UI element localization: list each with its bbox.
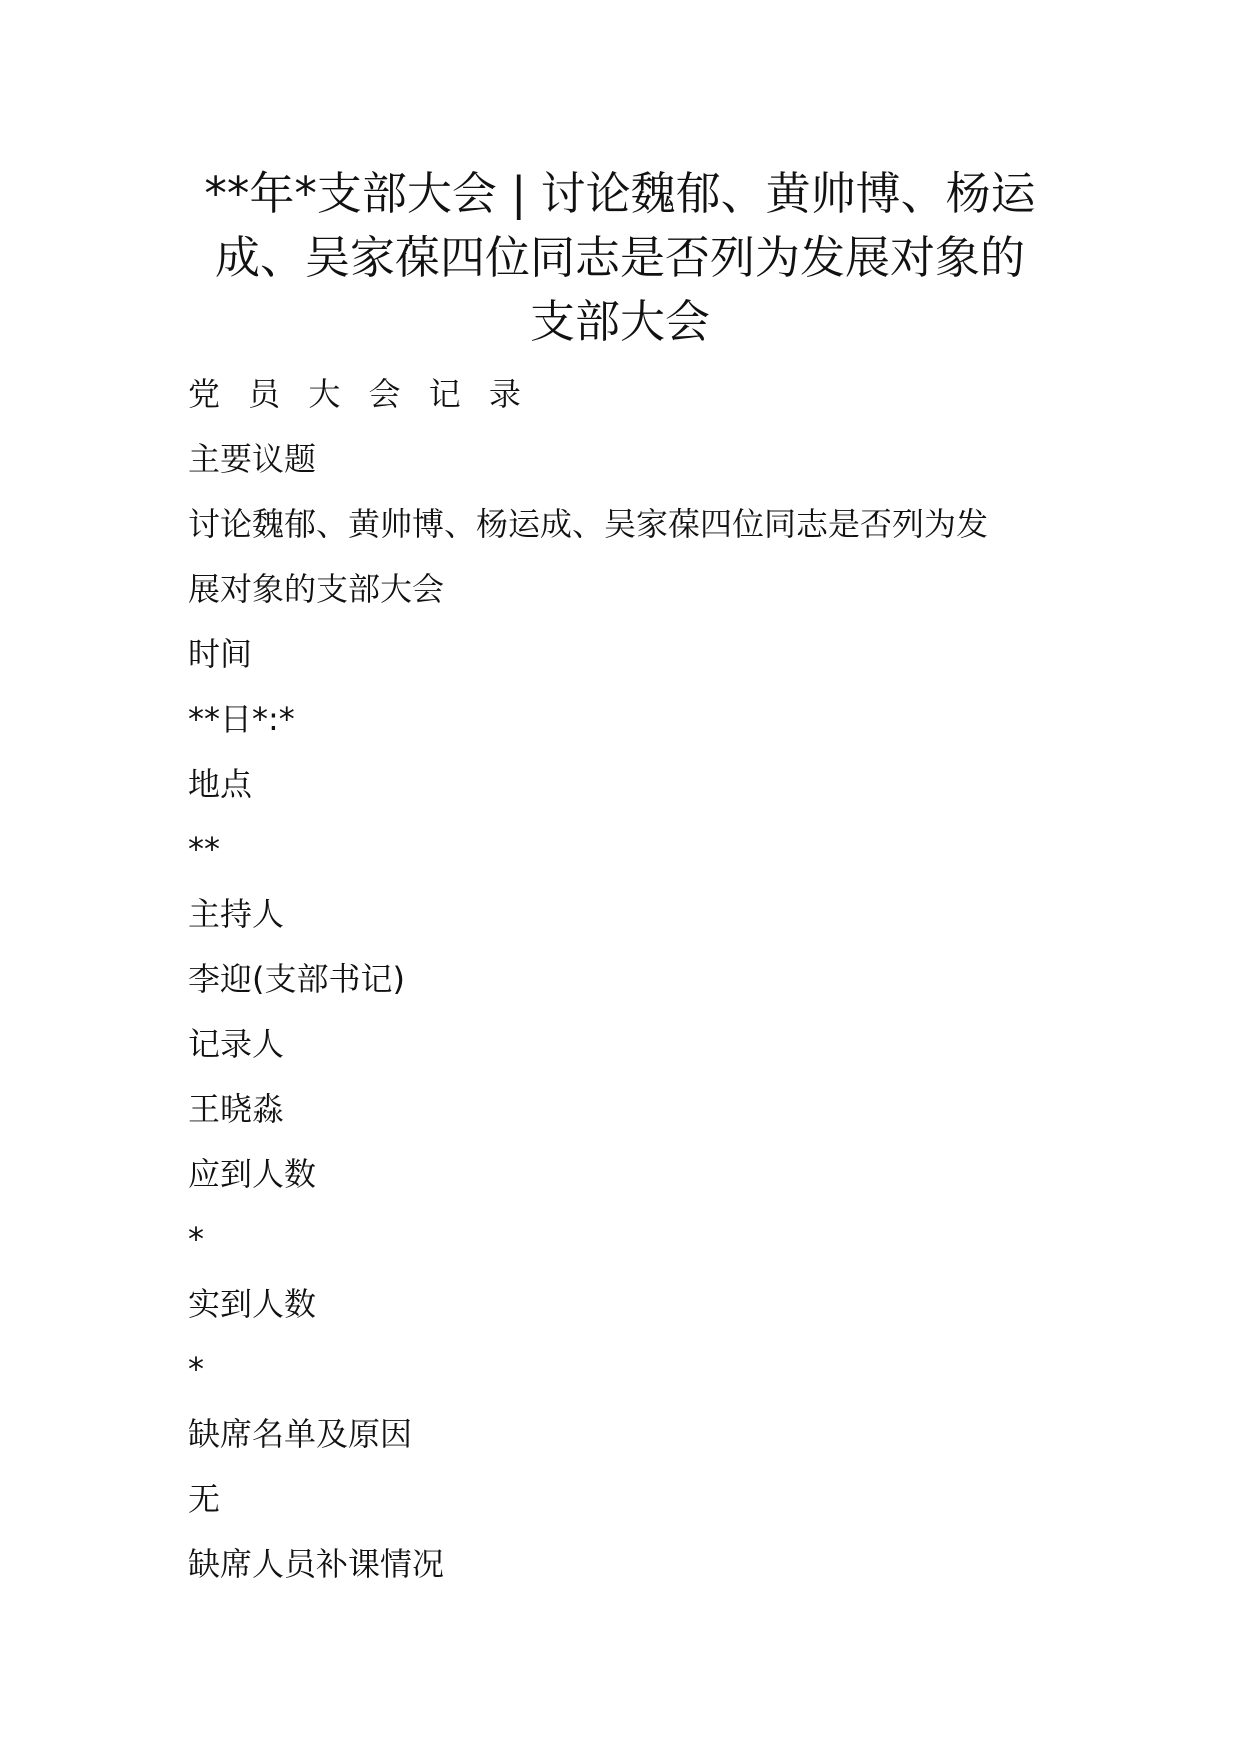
field-label-time: 时间: [188, 635, 253, 673]
field-value-host: 李迎(支部书记): [188, 960, 405, 998]
title-line-3: 支部大会: [529, 295, 710, 348]
title-line-1: **年*支部大会 | 讨论魏郁、黄帅博、杨运: [204, 167, 1036, 220]
field-value-expected-count: *: [188, 1220, 204, 1258]
field-label-absentees: 缺席名单及原因: [188, 1415, 413, 1453]
field-value-topic-line-2: 展对象的支部大会: [188, 570, 445, 608]
field-value-location: **: [188, 830, 220, 868]
field-label-topic: 主要议题: [188, 440, 317, 478]
field-value-recorder: 王晓淼: [188, 1090, 285, 1128]
field-label-location: 地点: [188, 765, 253, 803]
record-heading: 党 员 大 会 记 录: [188, 375, 530, 413]
document-title: [170, 162, 1070, 354]
field-label-recorder: 记录人: [188, 1025, 285, 1063]
meeting-record-body: [188, 362, 1068, 1597]
title-line-2: 成、吴家葆四位同志是否列为发展对象的: [214, 231, 1025, 284]
field-value-absentees: 无: [188, 1480, 221, 1518]
field-label-actual-count: 实到人数: [188, 1285, 317, 1323]
field-value-actual-count: *: [188, 1350, 204, 1388]
field-label-makeup-lessons: 缺席人员补课情况: [188, 1545, 445, 1583]
field-label-expected-count: 应到人数: [188, 1155, 317, 1193]
field-value-time: **日*:*: [188, 700, 295, 738]
field-value-topic-line-1: 讨论魏郁、黄帅博、杨运成、吴家葆四位同志是否列为发: [188, 505, 989, 543]
field-label-host: 主持人: [188, 895, 285, 933]
